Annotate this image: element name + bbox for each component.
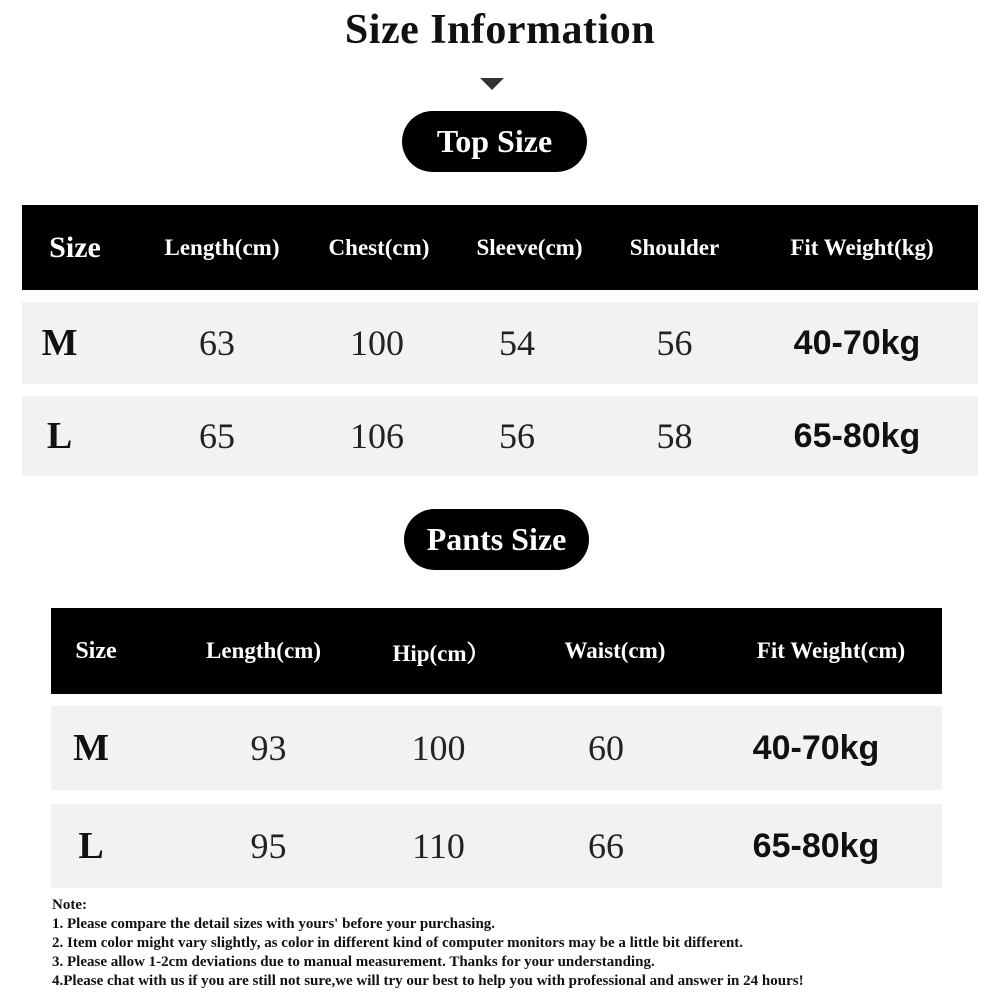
note-line: 1. Please compare the detail sizes with yours' before your purchasing.: [52, 916, 496, 932]
fit-weight-cell: 65-80kg: [793, 416, 921, 455]
header-chest: Chest(cm): [328, 234, 430, 260]
fit-weight-cell: 40-70kg: [752, 728, 880, 767]
header-length: Length(cm): [206, 638, 321, 663]
sleeve-cell: 54: [499, 323, 535, 363]
sleeve-cell: 56: [499, 416, 535, 456]
page-title: Size Information: [344, 7, 656, 53]
header-hip: Hip(cm）: [392, 640, 490, 666]
fit-weight-cell: 65-80kg: [752, 826, 880, 865]
top-size-label: Top Size: [402, 111, 587, 172]
size-cell: M: [41, 322, 78, 364]
size-cell: L: [78, 825, 104, 867]
notes-section: [52, 896, 992, 991]
waist-cell: 60: [588, 728, 624, 768]
note-line: 4.Please chat with us if you are still not sure,we will try our best to help you with professional and answer in 24 hours!: [52, 973, 804, 989]
shoulder-cell: 58: [656, 416, 693, 456]
waist-cell: 66: [588, 826, 624, 866]
note-line: 2. Item color might vary slightly, as color in different kind of computer monitors may be a little bit different.: [52, 935, 744, 951]
notes-heading: Note:: [52, 897, 87, 913]
chest-cell: 106: [350, 416, 404, 456]
length-cell: 93: [250, 728, 287, 768]
header-shoulder: Shoulder: [629, 234, 720, 260]
header-size: Size: [49, 230, 101, 264]
fit-weight-cell: 40-70kg: [793, 323, 921, 362]
header-size: Size: [75, 637, 117, 664]
length-cell: 63: [199, 323, 235, 363]
size-cell: M: [73, 727, 109, 769]
size-cell: L: [46, 415, 73, 457]
table-row: [51, 706, 942, 790]
top-size-header: [22, 205, 978, 290]
pants-size-label: Pants Size: [404, 509, 589, 570]
header-fit-weight: Fit Weight(cm): [756, 638, 906, 663]
table-row: [22, 396, 978, 476]
header-waist: Waist(cm): [564, 638, 666, 663]
hip-cell: 100: [411, 728, 466, 768]
header-sleeve: Sleeve(cm): [476, 234, 583, 260]
table-row: [22, 302, 978, 384]
header-fit-weight: Fit Weight(kg): [790, 234, 934, 260]
length-cell: 65: [199, 416, 235, 456]
chest-cell: 100: [350, 323, 404, 363]
hip-cell: 110: [412, 826, 465, 866]
table-row: [51, 804, 942, 888]
pants-size-header: [51, 608, 942, 694]
header-length: Length(cm): [164, 234, 280, 260]
down-arrow-icon: [480, 78, 504, 90]
note-line: 3. Please allow 1-2cm deviations due to manual measurement. Thanks for your understanding.: [52, 954, 655, 970]
length-cell: 95: [250, 826, 287, 866]
shoulder-cell: 56: [656, 323, 693, 363]
